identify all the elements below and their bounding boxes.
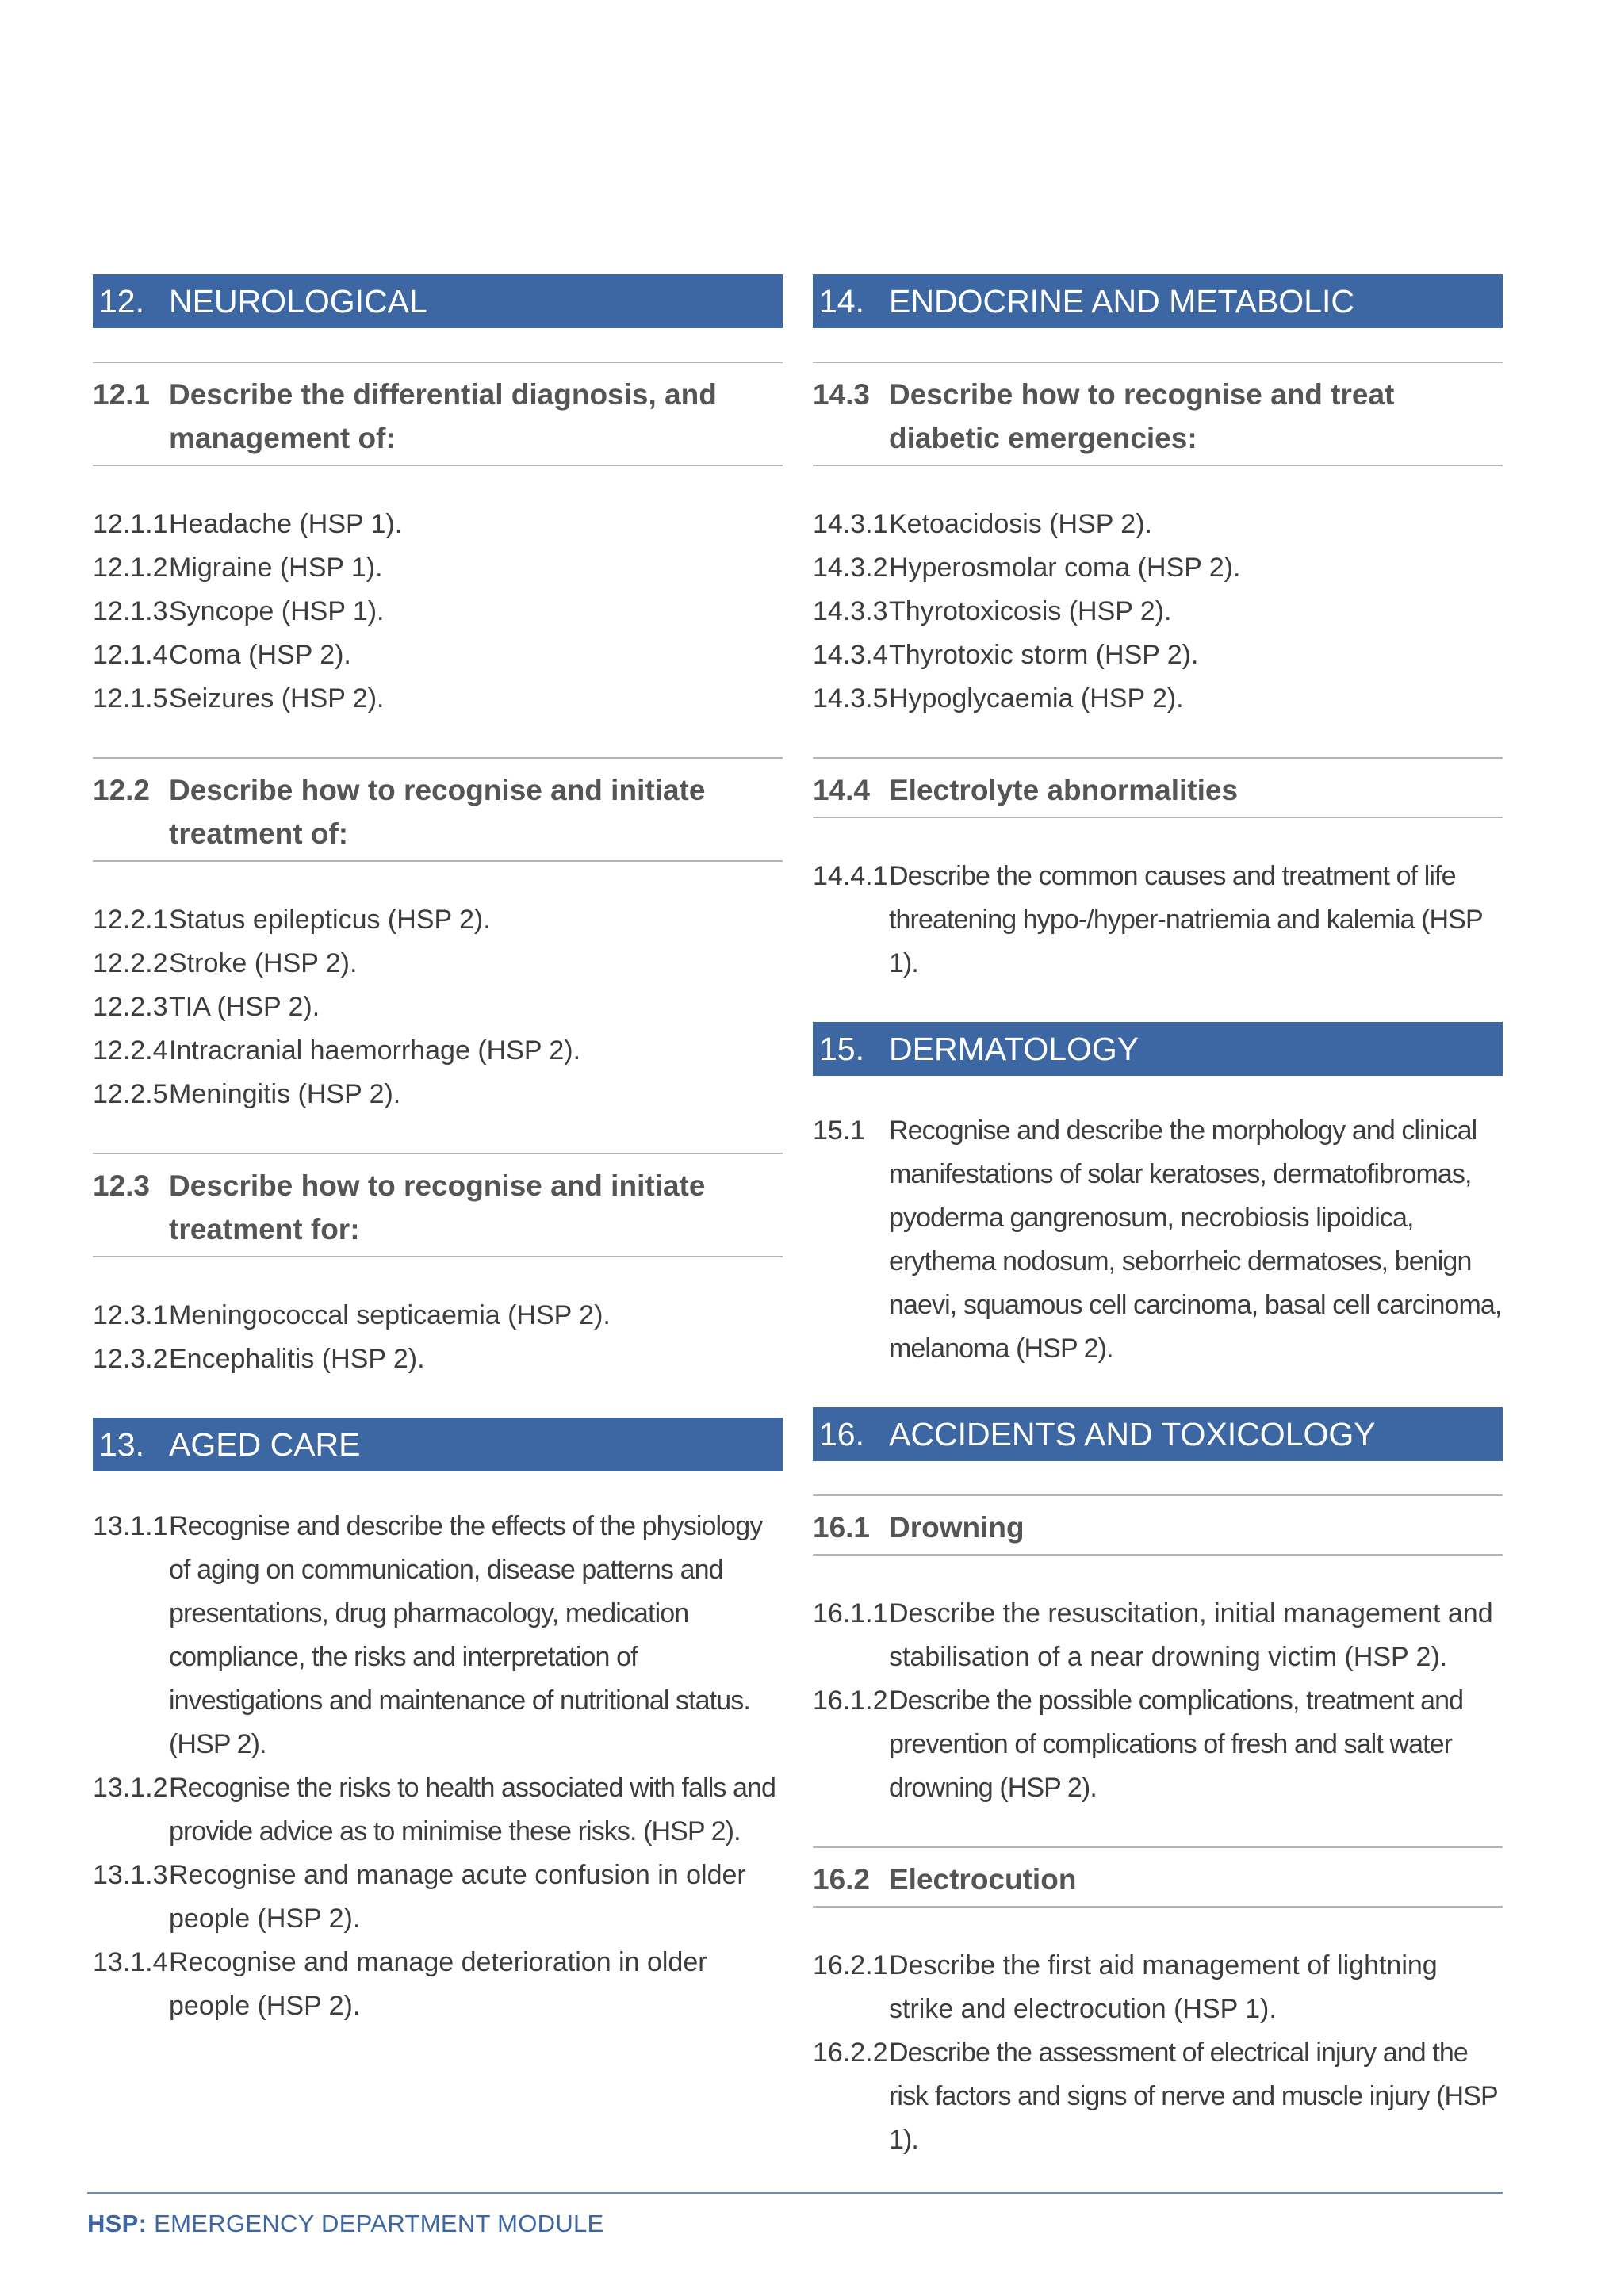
item-number: 14.3.4: [813, 640, 888, 670]
list-item: [813, 677, 1503, 721]
list-item: [93, 1294, 783, 1337]
section-title: DERMATOLOGY: [889, 1030, 1139, 1067]
subsection-title: Drowning: [889, 1511, 1025, 1544]
subsection-title: Describe how to recognise and initiate treatment for:: [169, 1169, 706, 1246]
item-text: Recognise and manage acute confusion in older people (HSP 2).: [169, 1860, 746, 1934]
item-text: Hypoglycaemia (HSP 2).: [889, 683, 1184, 714]
item-text: Describe the first aid management of lightning strike and electrocution (HSP 1).: [889, 1950, 1438, 2024]
item-number: 13.1.4: [93, 1947, 168, 1977]
item-number: 12.2.2: [93, 948, 168, 978]
subsection-header: [813, 1494, 1503, 1556]
section-header: [813, 1022, 1503, 1076]
item-text: Status epilepticus (HSP 2).: [169, 905, 491, 935]
section-title: ACCIDENTS AND TOXICOLOGY: [889, 1415, 1376, 1452]
item-number: 12.1.2: [93, 553, 168, 583]
item-number: 12.2.3: [93, 992, 168, 1022]
list-item: [93, 1029, 783, 1073]
item-text: Recognise and describe the effects of the physiology of aging on communication, disease patterns and presentations, drug pharmacology, medication compliance, the risks and interpretation of investigations and maintenance of nutritional status. (HSP 2).: [169, 1511, 763, 1759]
left-column: [93, 274, 783, 2064]
item-text: Intracranial haemorrhage (HSP 2).: [169, 1035, 581, 1066]
item-text: Meningitis (HSP 2).: [169, 1079, 401, 1109]
item-number: 12.2.1: [93, 905, 168, 935]
item-number: 13.1.1: [93, 1511, 168, 1541]
item-text: Recognise and manage deterioration in older people (HSP 2).: [169, 1947, 707, 2021]
subsection-header: [93, 757, 783, 862]
item-number: 12.2.5: [93, 1079, 168, 1109]
item-number: 14.4.1: [813, 861, 888, 891]
subsection-number: 16.1: [813, 1511, 871, 1544]
item-number: 16.2.1: [813, 1950, 888, 1980]
item-number: 12.3.2: [93, 1344, 168, 1374]
footer-title: EMERGENCY DEPARTMENT MODULE: [147, 2210, 604, 2237]
list-item: [93, 985, 783, 1029]
list-item: [813, 855, 1503, 985]
item-text: Encephalitis (HSP 2).: [169, 1344, 425, 1374]
subsection-header: [93, 362, 783, 466]
item-list: [93, 1505, 783, 2028]
list-item: [93, 503, 783, 546]
subsection-title: Describe the differential diagnosis, and management of:: [169, 378, 717, 454]
list-item: [813, 633, 1503, 677]
subsection-header: [93, 1153, 783, 1257]
item-list: [813, 1592, 1503, 1810]
list-item: [93, 898, 783, 942]
list-item: [813, 503, 1503, 546]
subsection-number: 14.3: [813, 378, 871, 411]
footer-prefix: HSP:: [87, 2210, 147, 2237]
item-list: [93, 1294, 783, 1381]
item-number: 14.3.5: [813, 683, 888, 714]
list-item: [93, 942, 783, 985]
item-number: 13.1.3: [93, 1860, 168, 1890]
page-footer: [87, 2192, 1503, 2238]
right-column: [813, 274, 1503, 2198]
section-number: 13.: [99, 1425, 144, 1463]
item-text: Stroke (HSP 2).: [169, 948, 358, 978]
item-text: Recognise and describe the morphology and clinical manifestations of solar keratoses, dermatofibromas, pyoderma gangrenosum, necrobiosis lipoidica, erythema nodosum, seborrheic dermatoses, benign naevi, squamous cell carcinoma, basal cell carcinoma, melanoma (HSP 2).: [889, 1115, 1502, 1364]
list-item: [93, 1505, 783, 1766]
item-text: Hyperosmolar coma (HSP 2).: [889, 553, 1241, 583]
item-number: 14.3.2: [813, 553, 888, 583]
section-header: [93, 274, 783, 328]
item-number: 12.2.4: [93, 1035, 168, 1066]
item-text: Syncope (HSP 1).: [169, 596, 385, 626]
item-text: Headache (HSP 1).: [169, 509, 403, 539]
item-number: 12.1.5: [93, 683, 168, 714]
item-number: 12.3.1: [93, 1300, 168, 1330]
list-item: [93, 1854, 783, 1941]
subsection-header: [813, 362, 1503, 466]
section-header: [93, 1418, 783, 1471]
subsection-title: Electrolyte abnormalities: [889, 774, 1239, 806]
section-number: 15.: [819, 1030, 864, 1067]
item-text: Thyrotoxicosis (HSP 2).: [889, 596, 1172, 626]
section-number: 12.: [99, 282, 144, 320]
item-list: [813, 855, 1503, 985]
item-text: TIA (HSP 2).: [169, 992, 320, 1022]
list-item: [813, 546, 1503, 590]
item-text: Migraine (HSP 1).: [169, 553, 383, 583]
item-list: [93, 503, 783, 721]
list-item: [93, 1073, 783, 1116]
list-item: [813, 1109, 1503, 1371]
subsection-header: [813, 1846, 1503, 1908]
item-text: Meningococcal septicaemia (HSP 2).: [169, 1300, 611, 1330]
item-number: 14.3.3: [813, 596, 888, 626]
item-text: Describe the assessment of electrical injury and the risk factors and signs of nerve and muscle injury (HSP 1).: [889, 2038, 1498, 2155]
item-list: [813, 1944, 1503, 2162]
list-item: [813, 590, 1503, 633]
item-list: [813, 1109, 1503, 1371]
item-number: 14.3.1: [813, 509, 888, 539]
item-text: Thyrotoxic storm (HSP 2).: [889, 640, 1199, 670]
item-text: Recognise the risks to health associated with falls and provide advice as to minimise these risks. (HSP 2).: [169, 1773, 776, 1846]
subsection-number: 12.1: [93, 378, 151, 411]
item-number: 16.1.2: [813, 1686, 888, 1716]
subsection-number: 16.2: [813, 1863, 871, 1896]
list-item: [93, 590, 783, 633]
item-number: 15.1: [813, 1115, 866, 1146]
item-text: Describe the resuscitation, initial management and stabilisation of a near drowning victim (HSP 2).: [889, 1598, 1493, 1672]
subsection-number: 12.2: [93, 774, 151, 806]
item-text: Seizures (HSP 2).: [169, 683, 385, 714]
item-number: 16.1.1: [813, 1598, 888, 1628]
section-number: 14.: [819, 282, 864, 320]
subsection-number: 14.4: [813, 774, 871, 806]
section-title: NEUROLOGICAL: [169, 282, 427, 320]
item-list: [813, 503, 1503, 721]
list-item: [93, 1337, 783, 1381]
list-item: [813, 1592, 1503, 1679]
subsection-header: [813, 757, 1503, 818]
item-number: 12.1.4: [93, 640, 168, 670]
item-text: Describe the common causes and treatment of life threatening hypo-/hyper-natriemia and kalemia (HSP 1).: [889, 861, 1483, 978]
list-item: [93, 1941, 783, 2028]
item-text: Coma (HSP 2).: [169, 640, 351, 670]
subsection-title: Electrocution: [889, 1863, 1077, 1896]
section-title: AGED CARE: [169, 1425, 361, 1463]
subsection-number: 12.3: [93, 1169, 151, 1202]
item-number: 12.1.1: [93, 509, 168, 539]
item-number: 12.1.3: [93, 596, 168, 626]
list-item: [93, 1766, 783, 1854]
item-text: Describe the possible complications, treatment and prevention of complications of fresh and salt water drowning (HSP 2).: [889, 1686, 1464, 1803]
list-item: [813, 1944, 1503, 2031]
list-item: [813, 1679, 1503, 1810]
item-text: Ketoacidosis (HSP 2).: [889, 509, 1152, 539]
subsection-title: Describe how to recognise and initiate treatment of:: [169, 774, 706, 850]
item-number: 16.2.2: [813, 2038, 888, 2068]
section-title: ENDOCRINE AND METABOLIC: [889, 282, 1354, 320]
section-header: [813, 274, 1503, 328]
list-item: [93, 546, 783, 590]
list-item: [93, 677, 783, 721]
item-number: 13.1.2: [93, 1773, 168, 1803]
section-header: [813, 1407, 1503, 1461]
item-list: [93, 898, 783, 1116]
subsection-title: Describe how to recognise and treat diabetic emergencies:: [889, 378, 1395, 454]
list-item: [93, 633, 783, 677]
section-number: 16.: [819, 1415, 864, 1452]
list-item: [813, 2031, 1503, 2162]
